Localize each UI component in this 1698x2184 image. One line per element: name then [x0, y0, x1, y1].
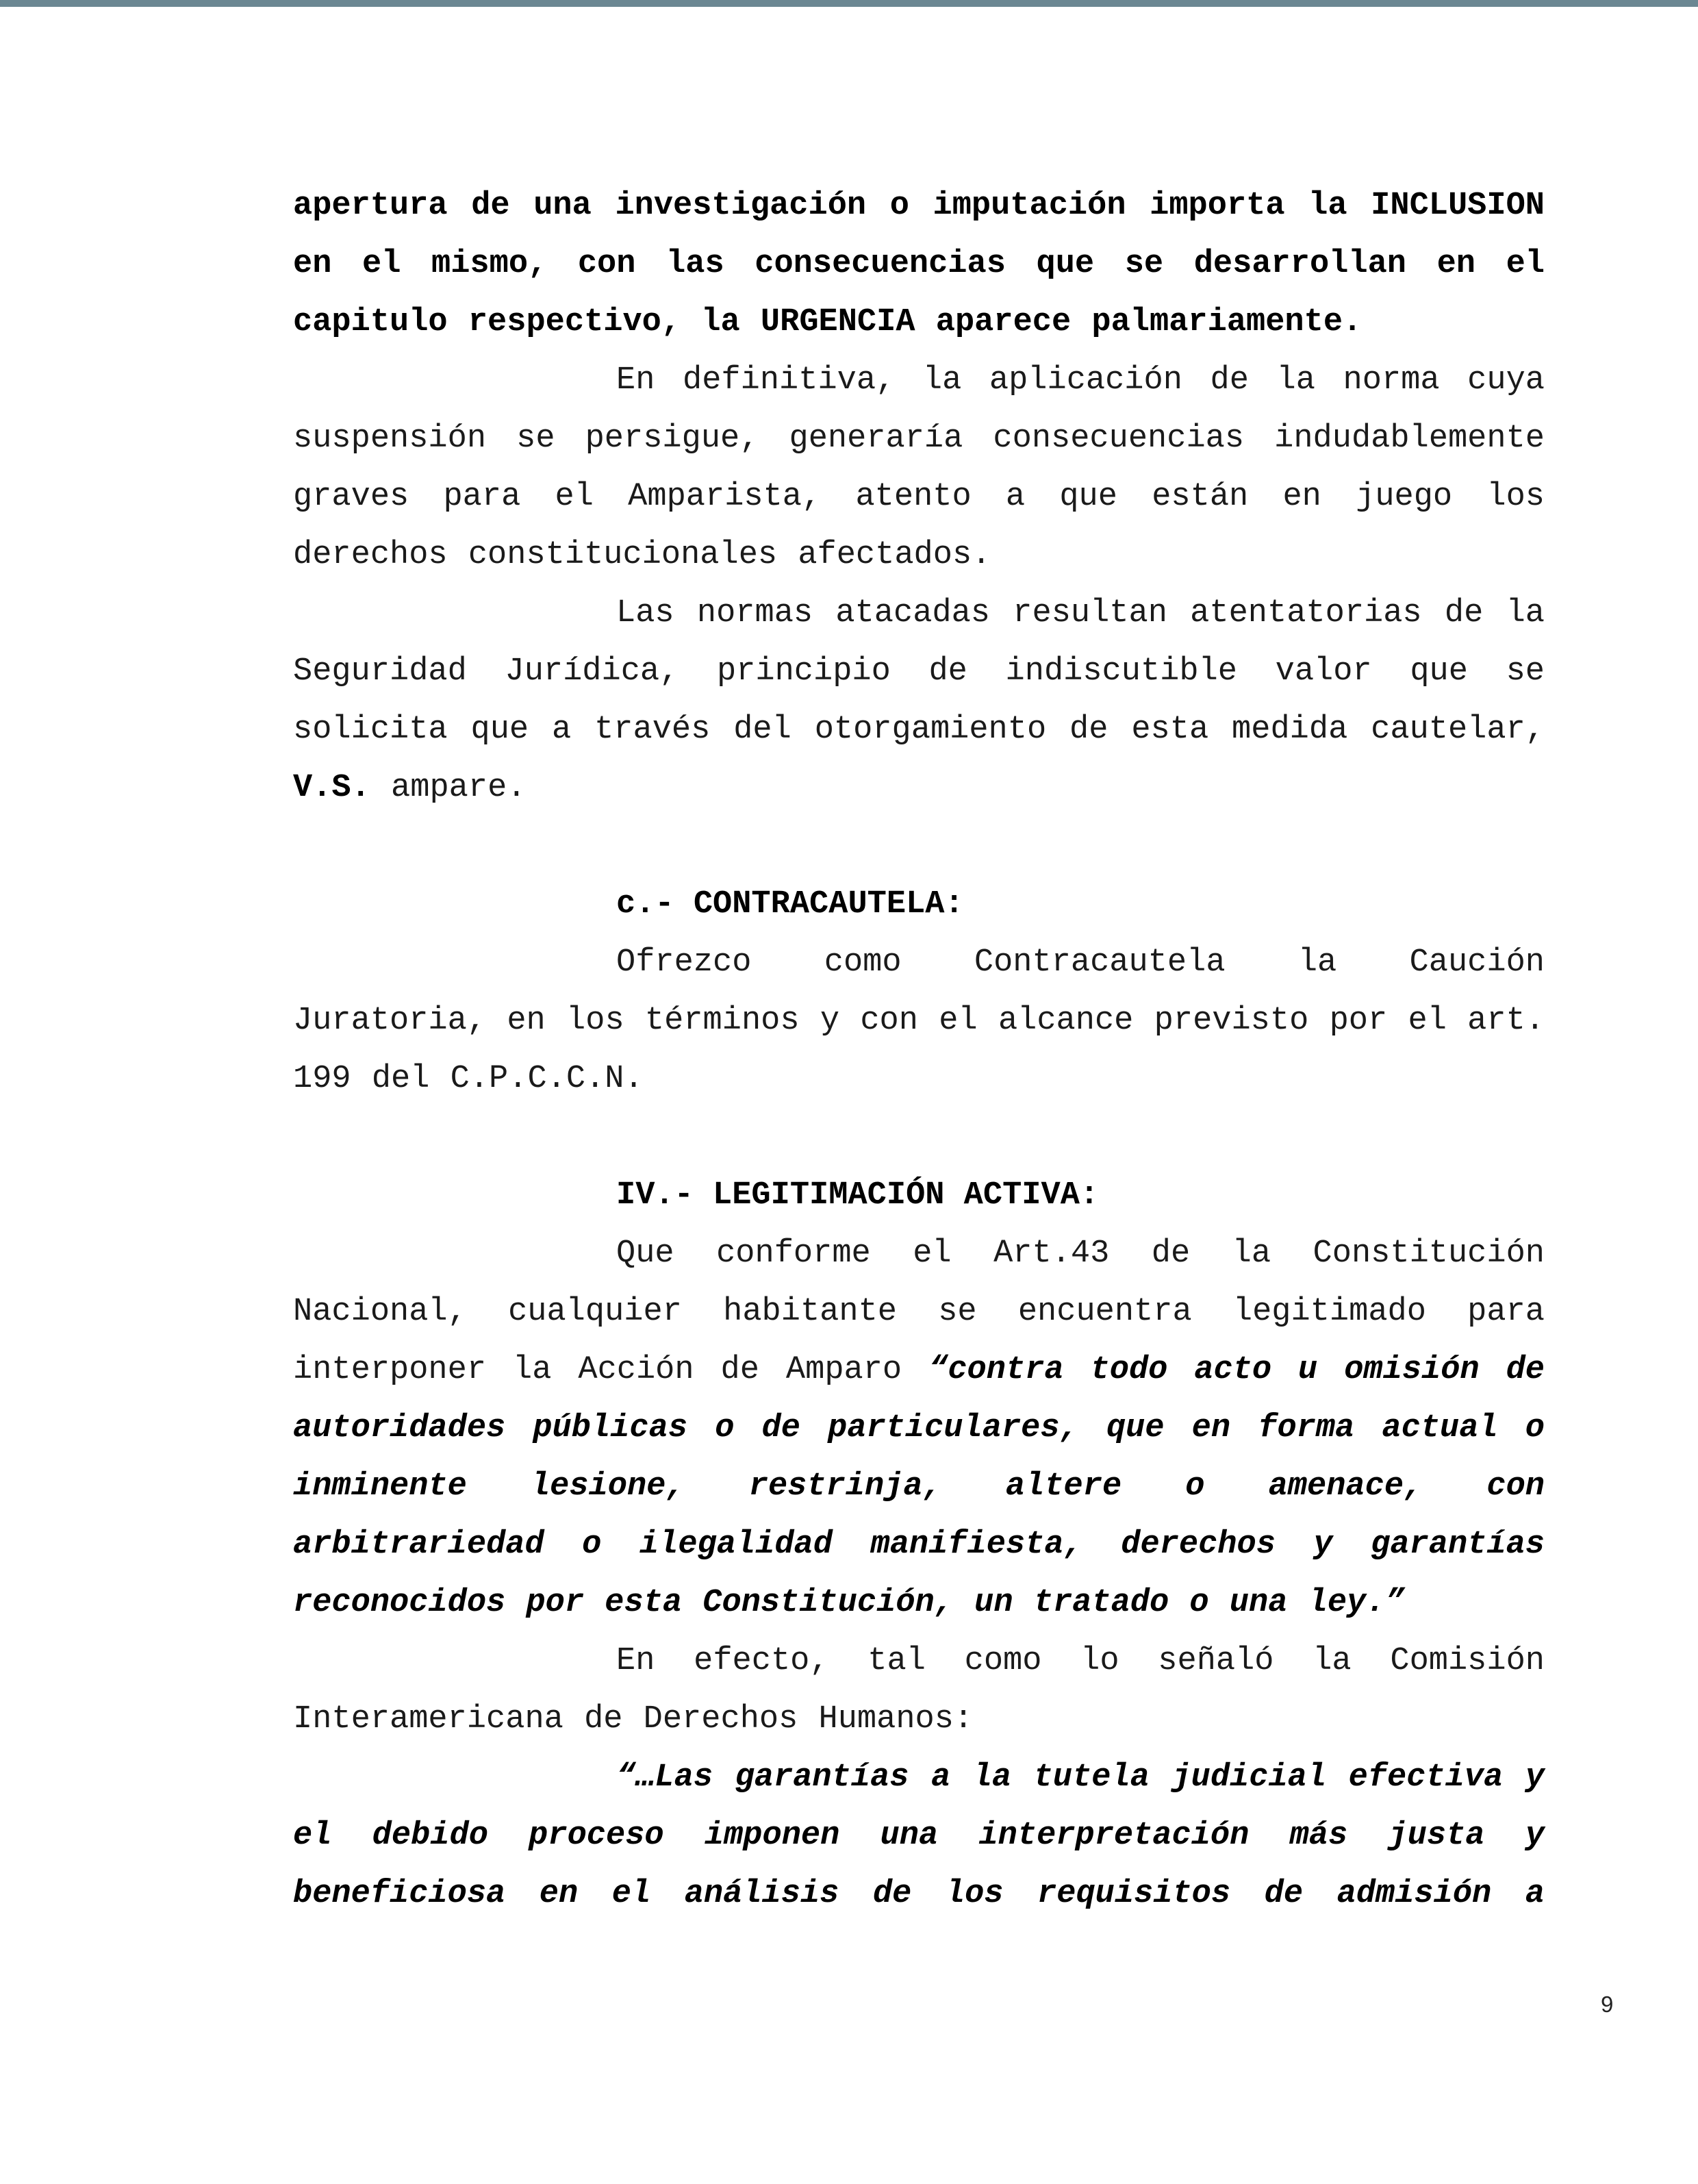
constitution-quote: “contra todo acto u omisión de autoridades públicas o de particulares, que en forma actual o inminente lesione, restrinja, altere o amenace, con arbitrariedad o ilegalidad manifiesta, derechos y garantías reconocidos por esta Constitución, un tratado o una ley.”: [293, 1352, 1545, 1621]
document-body: [293, 177, 1545, 1923]
paragraph-comision: En efecto, tal como lo señaló la Comisión Interamericana de Derechos Humanos:: [293, 1643, 1545, 1737]
paragraph-contracautela: Ofrezco como Contracautela la Caución Juratoria, en los términos y con el alcance previsto por el art. 199 del C.P.C.C.N.: [293, 944, 1545, 1097]
paragraph-text-end: ampare.: [391, 770, 527, 806]
paragraph-art-43: [293, 1225, 1545, 1632]
paragraph-text: Las normas atacadas resultan atentatorias de la Seguridad Jurídica, principio de indiscutible valor que se solicita que a través del otorgamiento de esta medida cautelar,: [293, 595, 1545, 748]
top-border-bar: [0, 0, 1698, 7]
paragraph-definitiva: En definitiva, la aplicación de la norma cuya suspensión se persigue, generaría consecuencias indudablemente graves para el Amparista, atento a que están en juego los derechos constitucionales afectados.: [293, 362, 1545, 573]
vs-abbreviation: V.S.: [293, 770, 370, 806]
section-heading-contracautela: c.- CONTRACAUTELA:: [616, 886, 964, 922]
section-heading-legitimacion-activa: IV.- LEGITIMACIÓN ACTIVA:: [616, 1177, 1100, 1214]
cidh-quote: “…Las garantías a la tutela judicial efectiva y el debido proceso imponen una interpretación más justa y beneficiosa en el análisis de los requisitos de admisión a: [293, 1759, 1545, 1912]
paragraph-seguridad-juridica: [293, 584, 1545, 817]
page-number: 9: [1601, 1992, 1614, 2017]
paragraph-urgencia: apertura de una investigación o imputación importa la INCLUSION en el mismo, con las consecuencias que se desarrollan en el capitulo respectivo, la URGENCIA aparece palmariamente.: [293, 188, 1545, 340]
paragraph-text: Que conforme el Art.43 de la Constitución Nacional, cualquier habitante se encuentra legitimado para interponer la Acción de Amparo: [293, 1235, 1545, 1388]
